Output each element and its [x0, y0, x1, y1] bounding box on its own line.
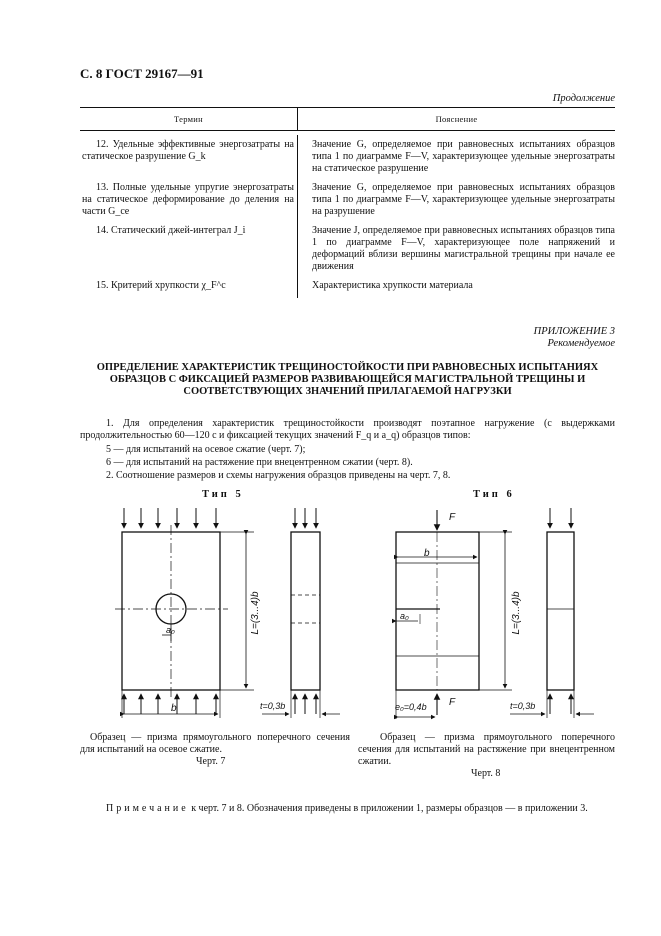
type5-length-label: L=(3...4)b — [250, 591, 261, 635]
table-row — [80, 178, 615, 221]
term-cell: 12. Удельные эффективные энергозатраты на статическое разрушение G_k — [80, 135, 298, 178]
figure8-number: Черт. 8 — [471, 768, 501, 779]
continuation-label: Продолжение — [552, 93, 615, 104]
paragraph-1: 1. Для определения характеристик трещиностойкости производят поэтапное нагружение (с выдержками продолжительностью 60—120 с и фиксацией текущих значений F_q и a_q) образцов типов: — [80, 418, 615, 441]
figure8-caption: Образец — призма прямоугольного поперечного сечения для испытаний на растяжение при внецентренном сжатии. — [358, 732, 615, 767]
figure7-number: Черт. 7 — [196, 756, 226, 767]
appendix-label: ПРИЛОЖЕНИЕ 3 — [533, 326, 615, 337]
note-label: Примечание — [106, 803, 189, 814]
specimen-drawings — [0, 505, 661, 725]
note-text: к черт. 7 и 8. Обозначения приведены в приложении 1, размеры образцов — в приложении 3. — [191, 803, 588, 814]
explanation-cell: Характеристика хрупкости материала — [312, 280, 473, 291]
type6-width-label: b — [424, 548, 430, 559]
type5-front-view — [115, 508, 254, 718]
page-header: С. 8 ГОСТ 29167—91 — [80, 66, 204, 81]
figure7-caption: Образец — призма прямоугольного поперечного сечения для испытаний на осевое сжатие. — [80, 732, 350, 755]
appendix-status: Рекомендуемое — [547, 338, 615, 349]
term-cell: 14. Статический джей-интеграл J_i — [80, 221, 298, 276]
explanation-cell: Значение G, определяемое при равновесных испытаниях образцов типа 1 по диаграмме F—V, характеризующее удельные энергозатраты на статическое разрушение — [312, 139, 615, 174]
type6-force-top-label: F — [449, 512, 456, 523]
type6-side-view — [510, 508, 594, 718]
table-row — [80, 276, 615, 298]
paragraph-3: 6 — для испытаний на растяжение при внецентренном сжатии (черт. 8). — [106, 457, 413, 468]
type6-thickness-label: t=0,3b — [510, 701, 536, 711]
explanation-cell: Значение J, определяемое при равновесных испытаниях образцов типа 1 по диаграмме F—V, характеризующее поле напряжений и деформаций вблизи вершины магистральной трещины при начале ее движения — [312, 225, 615, 272]
table-header — [80, 108, 615, 131]
section-title: ОПРЕДЕЛЕНИЕ ХАРАКТЕРИСТИК ТРЕЩИНОСТОЙКОСТИ ПРИ РАВНОВЕСНЫХ ИСПЫТАНИЯХ ОБРАЗЦОВ С ФИКСАЦИЕЙ РАЗМЕРОВ РАЗВИВАЮЩЕЙСЯ МАГИСТРАЛЬНОЙ ТРЕЩИНЫ И СООТВЕТСТВУЮЩИХ ЗНАЧЕНИЙ ПРИЛАГАЕМОЙ НАГРУЗКИ — [96, 362, 599, 397]
appendix-heading — [534, 326, 615, 350]
type6-front-view — [396, 510, 512, 719]
explanation-cell: Значение G, определяемое при равновесных испытаниях образцов типа 1 по диаграмме F—V, характеризующее удельные энергозатраты на разрушение — [312, 182, 615, 217]
column-header-explanation: Пояснение — [435, 114, 478, 124]
column-header-term: Термин — [80, 108, 298, 130]
table-row — [80, 221, 615, 276]
type5-thickness-label: t=0,3b — [260, 701, 286, 711]
type5-width-label: b — [171, 703, 177, 714]
type6-crack-label: a₀ — [400, 611, 409, 621]
type5-bottom-load-arrows — [124, 694, 216, 714]
type6-force-bottom-label: F — [449, 697, 456, 708]
type5-side-view — [262, 508, 340, 718]
type6-eccentricity-label: e₀=0,4b — [395, 702, 427, 712]
type5-crack-label: a₀ — [166, 625, 175, 635]
type6-length-label: L=(3...4)b — [511, 591, 522, 635]
term-cell: 15. Критерий хрупкости χ_F^c — [80, 276, 298, 298]
figure-title-type6: Тип 6 — [473, 489, 515, 500]
type5-top-load-arrows — [124, 508, 216, 528]
term-cell: 13. Полные удельные упругие энергозатраты на статическое деформирование до деления на части G_ce — [80, 178, 298, 221]
paragraph-4: 2. Соотношение размеров и схемы нагружения образцов приведены на черт. 7, 8. — [106, 470, 451, 481]
terms-table — [80, 107, 615, 298]
footnote — [80, 802, 615, 815]
figure-title-type5: Тип 5 — [202, 489, 244, 500]
paragraph-2: 5 — для испытаний на осевое сжатие (черт. 7); — [106, 444, 306, 455]
table-row — [80, 135, 615, 178]
